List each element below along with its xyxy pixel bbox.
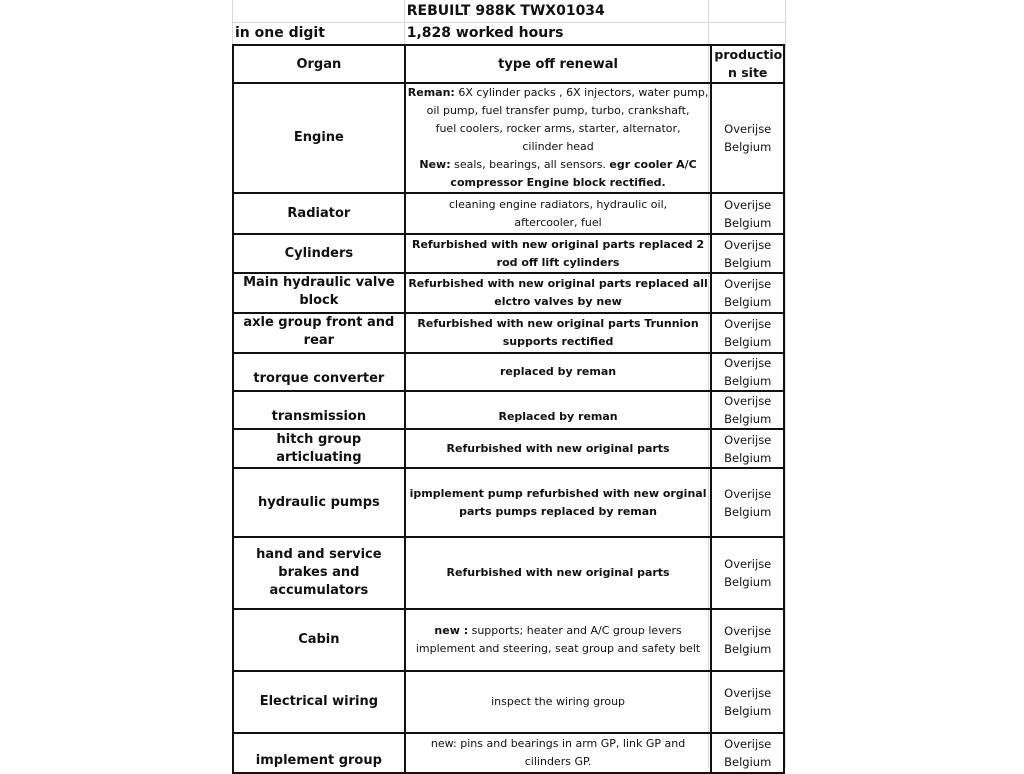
header-type-of-renewal[interactable]: type off renewal — [405, 45, 712, 83]
organ-cell[interactable]: trorque converter — [233, 353, 405, 391]
renewal-line: compressor Engine block rectified. — [450, 176, 666, 189]
site-cell[interactable]: Overijse Belgium — [711, 353, 784, 391]
renewal-cell[interactable] — [405, 609, 712, 671]
renewal-cell[interactable]: Refurbished with new original parts — [405, 429, 712, 468]
organ-cell[interactable]: Cylinders — [233, 234, 405, 273]
bold-text: new : — [434, 624, 469, 637]
renewal-line: oil pump, fuel transfer pump, turbo, crankshaft, — [426, 104, 690, 117]
renewal-cell[interactable]: Replaced by reman — [405, 391, 712, 429]
organ-cell[interactable]: implement group — [233, 733, 405, 773]
site-cell[interactable]: Overijse Belgium — [711, 537, 784, 609]
organ-cell[interactable]: axle group front and rear — [233, 313, 405, 353]
site-cell[interactable]: Overijse Belgium — [711, 733, 784, 773]
organ-cell[interactable]: Engine — [233, 83, 405, 193]
organ-cell[interactable]: Electrical wiring — [233, 671, 405, 733]
empty-cell[interactable] — [233, 0, 405, 22]
worked-hours[interactable]: 1,828 worked hours — [406, 25, 564, 41]
sheet-title[interactable]: REBUILT 988K TWX01034 — [406, 3, 605, 19]
site-cell[interactable]: Overijse Belgium — [711, 429, 784, 468]
organ-cell[interactable]: Cabin — [233, 609, 405, 671]
site-cell[interactable]: Overijse Belgium — [711, 234, 784, 273]
renewal-line: implement and steering, seat group and safety belt — [415, 642, 701, 655]
renewal-line — [408, 156, 709, 174]
site-cell[interactable]: Overijse Belgium — [711, 671, 784, 733]
renewal-line: fuel coolers, rocker arms, starter, alternator, — [435, 122, 681, 135]
bold-text: egr cooler A/C — [609, 158, 697, 171]
renewal-text: supports; heater and A/C group levers — [468, 624, 682, 637]
renewal-cell[interactable]: inspect the wiring group — [405, 671, 712, 733]
site-cell[interactable]: Overijse Belgium — [711, 83, 784, 193]
empty-cell[interactable] — [711, 22, 784, 45]
organ-cell[interactable]: hitch group articluating — [233, 429, 405, 468]
site-cell[interactable]: Overijse Belgium — [711, 391, 784, 429]
site-cell[interactable]: Overijse Belgium — [711, 193, 784, 234]
organ-cell[interactable]: hand and service brakes and accumulators — [233, 537, 405, 609]
renewal-cell[interactable]: Refurbished with new original parts Trunnion supports rectified — [405, 313, 712, 353]
renewal-cell[interactable]: Refurbished with new original parts replaced all elctro valves by new — [405, 273, 712, 313]
renewal-cell[interactable]: cleaning engine radiators, hydraulic oil, aftercooler, fuel — [405, 193, 712, 234]
site-cell[interactable]: Overijse Belgium — [711, 273, 784, 313]
renewal-cell[interactable]: new: pins and bearings in arm GP, link GP and cilinders GP. — [405, 733, 712, 773]
renewal-line — [408, 622, 709, 640]
renewal-text: 6X cylinder packs , 6X injectors, water pump, — [454, 86, 709, 99]
bold-text: Reman: — [407, 86, 455, 99]
renewal-text: seals, bearings, all sensors. — [450, 158, 610, 171]
organ-cell[interactable]: hydraulic pumps — [233, 468, 405, 537]
bold-text: New: — [419, 158, 451, 171]
renewal-cell[interactable]: Refurbished with new original parts replaced 2 rod off lift cylinders — [405, 234, 712, 273]
header-organ[interactable]: Organ — [233, 45, 405, 83]
empty-cell[interactable] — [711, 0, 784, 22]
site-cell[interactable]: Overijse Belgium — [711, 609, 784, 671]
site-cell[interactable]: Overijse Belgium — [711, 313, 784, 353]
renewal-cell[interactable]: Refurbished with new original parts — [405, 537, 712, 609]
subtitle-label[interactable]: in one digit — [235, 25, 325, 41]
renewal-cell[interactable]: replaced by reman — [405, 353, 712, 391]
renewal-line — [408, 84, 709, 102]
organ-cell[interactable]: Radiator — [233, 193, 405, 234]
renewal-cell[interactable] — [405, 83, 712, 193]
renewal-line: cilinder head — [522, 140, 594, 153]
rebuild-table — [232, 0, 785, 774]
organ-cell[interactable]: Main hydraulic valve block — [233, 273, 405, 313]
organ-cell[interactable]: transmission — [233, 391, 405, 429]
site-cell[interactable]: Overijse Belgium — [711, 468, 784, 537]
gridline — [785, 0, 786, 768]
renewal-cell[interactable]: ipmplement pump refurbished with new orginal parts pumps replaced by reman — [405, 468, 712, 537]
header-production-site[interactable]: productio n site — [711, 45, 784, 83]
